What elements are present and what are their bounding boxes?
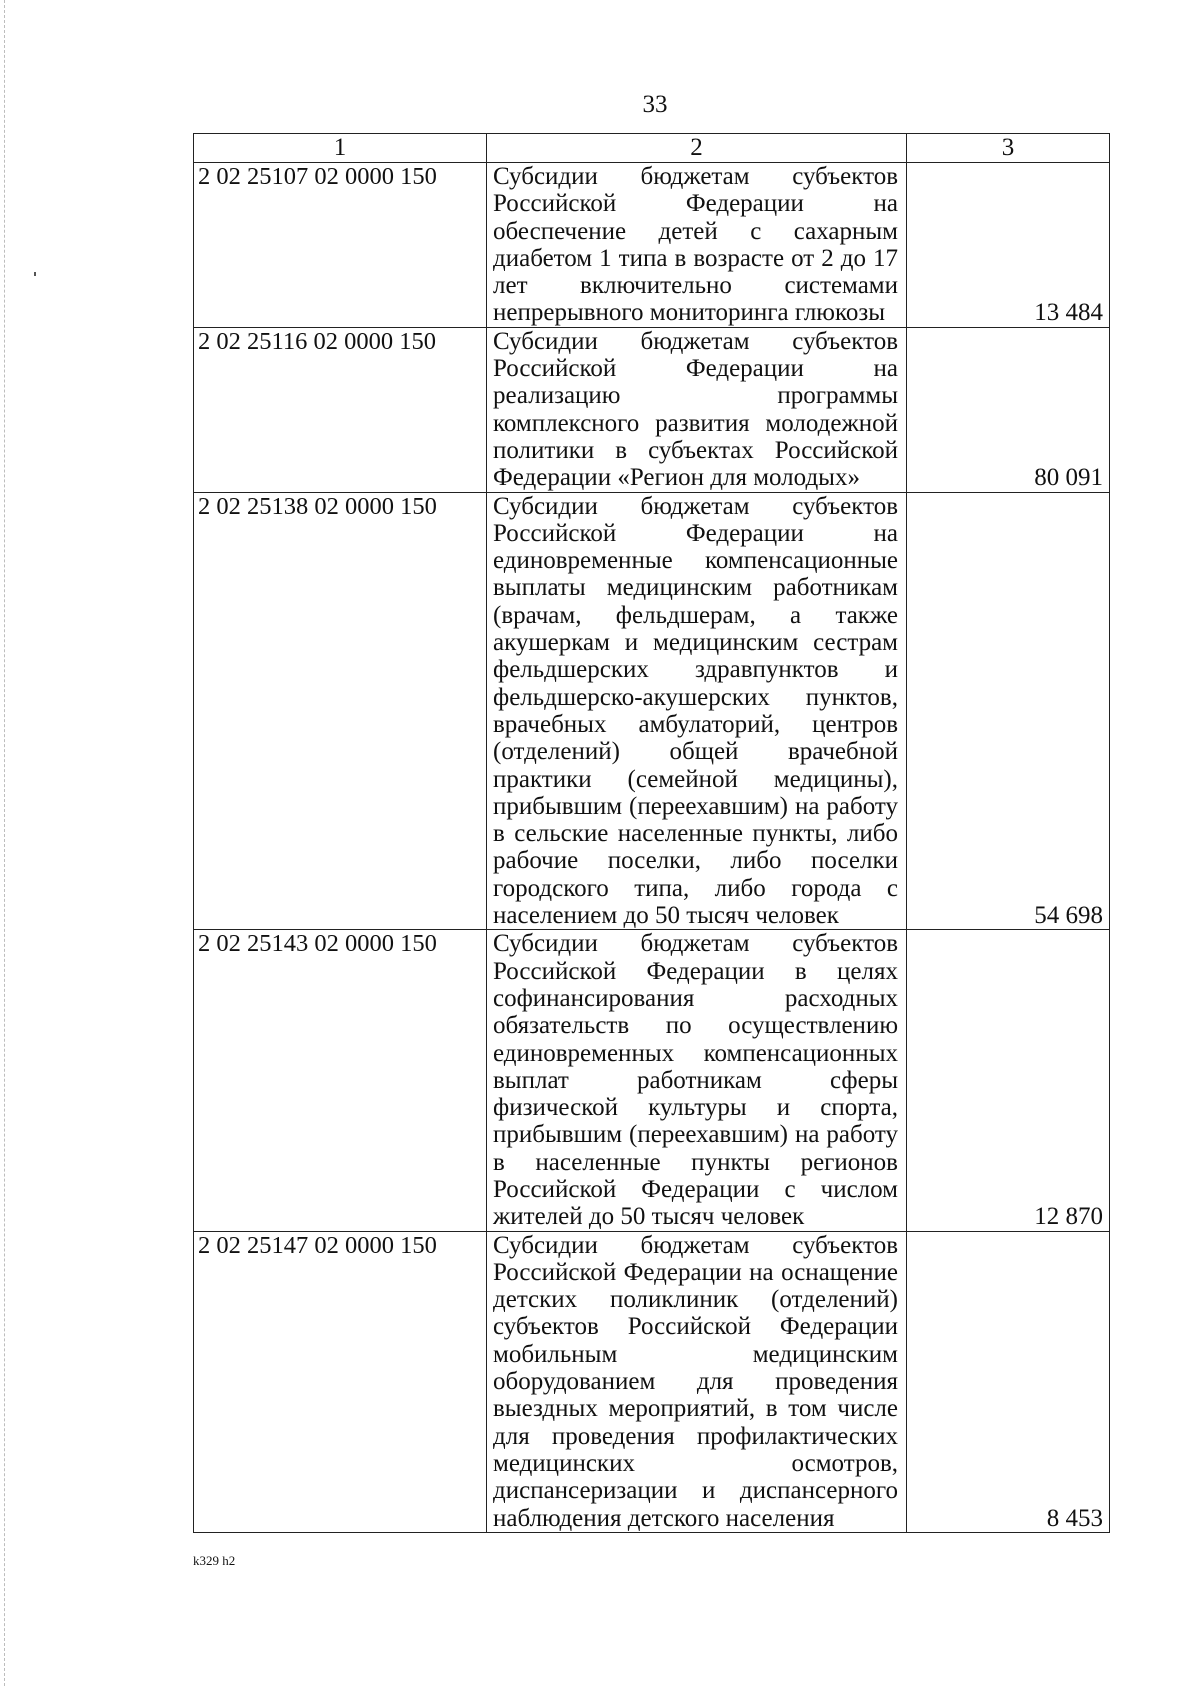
row-description: Субсидии бюджетам субъектов Российской Федерации на реализацию программы комплексного развития молодежной политики в субъектах Российской Федерации «Регион для молодых»	[487, 327, 907, 492]
table-row	[194, 327, 1110, 492]
budget-code: 2 02 25116 02 0000 150	[194, 327, 487, 492]
table-row	[194, 1231, 1110, 1532]
scan-speck	[34, 272, 36, 276]
row-description: Субсидии бюджетам субъектов Российской Федерации в целях софинансирования расходных обязательств по осуществлению единовременных компенсационных выплат работникам сферы физической культуры и спорта, прибывшим (переехавшим) на работу в населенные пункты регионов Российской Федерации с числом жителей до 50 тысяч человек	[487, 930, 907, 1231]
table-row	[194, 492, 1110, 930]
column-number-row	[194, 134, 1110, 163]
budget-code: 2 02 25138 02 0000 150	[194, 492, 487, 930]
column-number-2: 2	[487, 134, 907, 163]
column-number-1: 1	[194, 134, 487, 163]
table-row	[194, 930, 1110, 1231]
row-amount: 54 698	[907, 492, 1110, 930]
row-description: Субсидии бюджетам субъектов Российской Федерации на обеспечение детей с сахарным диабетом 1 типа в возрасте от 2 до 17 лет включительно системами непрерывного мониторинга глюкозы	[487, 163, 907, 328]
column-number-3: 3	[907, 134, 1110, 163]
row-description: Субсидии бюджетам субъектов Российской Федерации на единовременные компенсационные выплаты медицинским работникам (врачам, фельдшерам, а также акушеркам и медицинским сестрам фельдшерских здравпунктов и фельдшерско-акушерских пунктов, врачебных амбулаторий, центров (отделений) общей врачебной практики (семейной медицины), прибывшим (переехавшим) на работу в сельские населенные пункты, либо рабочие поселки, либо поселки городского типа, либо города с населением до 50 тысяч человек	[487, 492, 907, 930]
document-footer-mark: k329 h2	[193, 1553, 236, 1568]
row-description: Субсидии бюджетам субъектов Российской Федерации на оснащение детских поликлиник (отделений) субъектов Российской Федерации мобильным медицинским оборудованием для проведения выездных мероприятий, в том числе для проведения профилактических медицинских осмотров, диспансеризации и диспансерного наблюдения детского населения	[487, 1231, 907, 1532]
page-number: 33	[642, 91, 668, 118]
row-amount: 13 484	[907, 163, 1110, 328]
row-amount: 12 870	[907, 930, 1110, 1231]
scan-margin-line	[4, 0, 5, 1686]
budget-code: 2 02 25143 02 0000 150	[194, 930, 487, 1231]
budget-table	[193, 133, 1110, 1533]
table-row	[194, 163, 1110, 328]
budget-code: 2 02 25107 02 0000 150	[194, 163, 487, 328]
row-amount: 8 453	[907, 1231, 1110, 1532]
row-amount: 80 091	[907, 327, 1110, 492]
budget-code: 2 02 25147 02 0000 150	[194, 1231, 487, 1532]
